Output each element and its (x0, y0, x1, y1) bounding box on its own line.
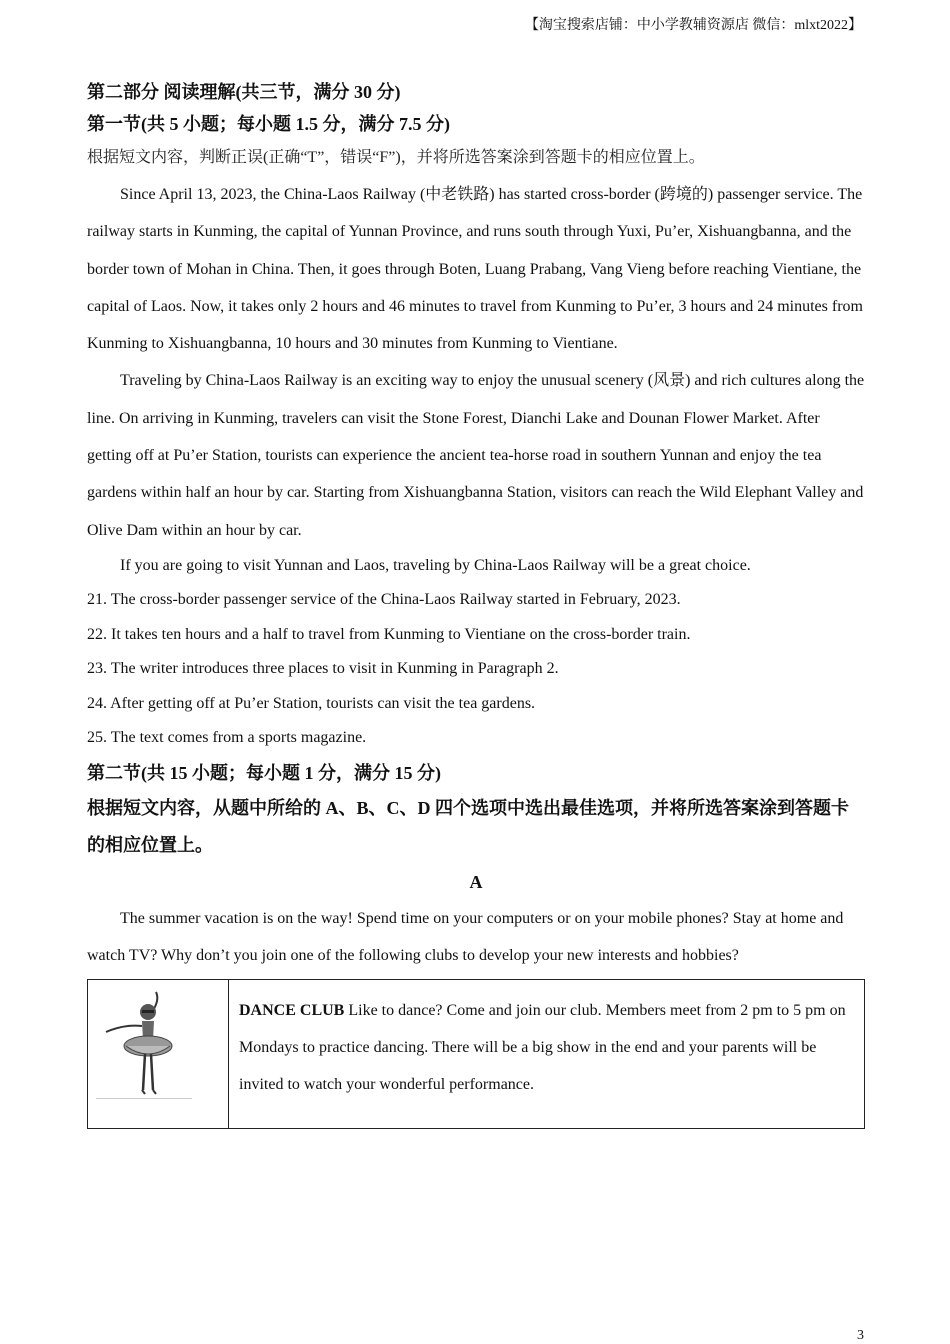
passage-paragraph-2: Traveling by China-Laos Railway is an exciting way to enjoy the unusual scenery (风景) and rich cultures along the line. On arriving in Kunming, travelers can visit the Stone Forest, Dianchi Lake and Dounan Flower Market. After getting off at Pu’er Station, tourists can experience the ancient tea-horse road in southern Yunnan and enjoy the tea gardens within half an hour by car. Starting from Xishuangbanna Station, visitors can reach the Wild Elephant Valley and Olive Dam within an hour by car. (87, 372, 865, 539)
club-text: Like to dance? Come and join our club. Members meet from 2 pm to 5 pm on Mondays to practice dancing. There will be a big show in the end and your parents will be invited to watch your wonderful performance. (239, 1001, 846, 1094)
club-description-cell (229, 979, 865, 1128)
passage-paragraph-1: Since April 13, 2023, the China-Laos Railway (中老铁路) has started cross-border (跨境的) passenger service. The railway starts in Kunming, the capital of Yunnan Province, and runs south through Yuxi, Pu’er, Xishuangbanna, and the border town of Mohan in China. Then, it goes through Boten, Luang Prabang, Vang Vieng before reaching Vientiane, the capital of Laos. Now, it takes only 2 hours and 46 minutes to travel from Kunming to Pu’er, 3 hours and 24 minutes from Kunming to Xishuangbanna, 10 hours and 30 minutes from Kunming to Vientiane. (87, 186, 863, 353)
page-number: 3 (857, 1328, 864, 1343)
section2-instruction: 根据短文内容，从题中所给的 A、B、C、D 四个选项中选出最佳选项，并将所选答案涂到答题卡的相应位置上。 (87, 797, 849, 855)
question-24: 24. After getting off at Pu’er Station, tourists can visit the tea gardens. (87, 694, 536, 712)
header-watermark: 【淘宝搜索店铺：中小学教辅资源店 微信：mlxt2022】 (524, 18, 862, 33)
question-25: 25. The text comes from a sports magazine. (87, 729, 367, 747)
section1-title: 第一节(共 5 小题；每小题 1.5 分，满分 7.5 分) (87, 114, 450, 134)
question-23: 23. The writer introduces three places to visit in Kunming in Paragraph 2. (87, 660, 559, 678)
clubs-table (87, 979, 865, 1129)
club-image-cell (88, 979, 229, 1128)
image-underline (96, 1098, 192, 1099)
section1-instruction: 根据短文内容，判断正误(正确“T”，错误“F”)，并将所选答案涂到答题卡的相应位置上。 (87, 149, 705, 166)
passage-paragraph-3: If you are going to visit Yunnan and Laos, traveling by China-Laos Railway will be a great choice. (120, 556, 751, 574)
table-row (88, 979, 865, 1128)
section2-title: 第二节(共 15 小题；每小题 1 分，满分 15 分) (87, 762, 441, 783)
question-22: 22. It takes ten hours and a half to travel from Kunming to Vientiane on the cross-border train. (87, 625, 691, 643)
page-content (87, 76, 865, 1129)
question-21: 21. The cross-border passenger service of the China-Laos Railway started in February, 2023. (87, 591, 681, 609)
passage-a-intro: The summer vacation is on the way! Spend time on your computers or on your mobile phones? Stay at home and watch TV? Why don’t you join one of the following clubs to develop your new interests and hobbies? (87, 909, 844, 965)
ballerina-icon (98, 990, 198, 1102)
part-title: 第二部分 阅读理解(共三节，满分 30 分) (87, 82, 401, 102)
club-name: DANCE CLUB (239, 1001, 345, 1019)
passage-label: A (469, 871, 483, 892)
